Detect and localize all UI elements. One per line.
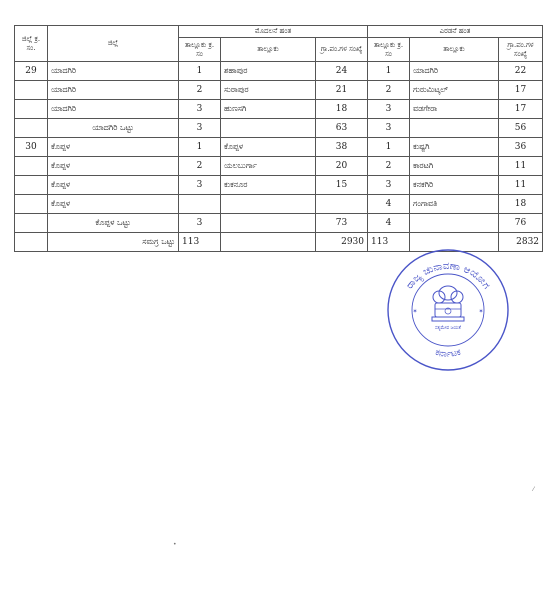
header-district-no: ಜಿಲ್ಲೆ ಕ್ರ. ಸಂ. — [15, 26, 48, 62]
cell-taluk-no-1: 1 — [179, 138, 221, 157]
cell-taluk-1 — [221, 214, 316, 233]
cell-district-no — [15, 119, 48, 138]
cell-gp-count-2: 17 — [499, 100, 543, 119]
cell-gp-count-2: 56 — [499, 119, 543, 138]
cell-taluk-1: ಕುಕನೂರ — [221, 176, 316, 195]
header-row-phase — [15, 26, 543, 38]
cell-taluk-no-2: 3 — [368, 176, 410, 195]
state-election-commission-seal — [385, 247, 511, 373]
header-taluk-2: ತಾಲ್ಲೂಕು — [410, 38, 499, 62]
cell-taluk-no-2: 2 — [368, 81, 410, 100]
cell-taluk-1: ಯಲಬುರ್ಗಾ — [221, 157, 316, 176]
gram-panchayat-table — [14, 25, 543, 252]
grand-total-label: ಸಮಗ್ರ ಒಟ್ಟು — [48, 233, 179, 252]
cell-taluk-no-1: 2 — [179, 81, 221, 100]
cell-taluk-no-2: 4 — [368, 195, 410, 214]
district-total-row — [15, 214, 543, 233]
cell-taluk-no-2: 1 — [368, 62, 410, 81]
cell-district: ಕೊಪ್ಪಳ — [48, 138, 179, 157]
cell-taluk-no-2: 4 — [368, 214, 410, 233]
table-row — [15, 157, 543, 176]
cell-district-no — [15, 81, 48, 100]
grand-total-blank — [15, 233, 48, 252]
cell-taluk-no-1: 3 — [179, 176, 221, 195]
cell-gp-count-1: 63 — [316, 119, 368, 138]
seal-star-right-icon: ✶ — [478, 308, 484, 315]
grand-total-gp-2: 2832 — [499, 233, 543, 252]
seal-inner-ring — [412, 274, 484, 346]
cell-taluk-no-2: 2 — [368, 157, 410, 176]
grand-total-blank-taluk-1 — [221, 233, 316, 252]
seal-star-left-icon: ✶ — [412, 308, 418, 315]
cell-taluk-no-1: 2 — [179, 157, 221, 176]
cell-district: ಕೊಪ್ಪಳ — [48, 195, 179, 214]
cell-taluk-no-2: 3 — [368, 119, 410, 138]
cell-taluk-no-2: 1 — [368, 138, 410, 157]
grand-total-taluk-count-2: 113 — [368, 233, 410, 252]
table-row — [15, 62, 543, 81]
cell-district-no — [15, 157, 48, 176]
table-row — [15, 176, 543, 195]
scan-mark: ⁄ — [533, 486, 535, 493]
cell-district-no — [15, 214, 48, 233]
cell-gp-count-2: 22 — [499, 62, 543, 81]
cell-taluk-2 — [410, 214, 499, 233]
cell-gp-count-1: 21 — [316, 81, 368, 100]
cell-district: ಯಾದಗಿರಿ ಒಟ್ಟು — [48, 119, 179, 138]
cell-taluk-2: ವಡಗೇರಾ — [410, 100, 499, 119]
cell-taluk-2: ಕನಕಗಿರಿ — [410, 176, 499, 195]
cell-district: ಕೊಪ್ಪಳ — [48, 176, 179, 195]
cell-district: ಯಾದಗಿರಿ — [48, 100, 179, 119]
header-taluk-no-1: ತಾಲ್ಲೂಕು ಕ್ರ. ಸಂ — [179, 38, 221, 62]
lion-capital-emblem-icon — [432, 286, 464, 321]
cell-taluk-no-2: 3 — [368, 100, 410, 119]
header-phase-2: ಎರಡನೆ ಹಂತ — [368, 26, 543, 38]
table-row — [15, 81, 543, 100]
cell-taluk-no-1: 3 — [179, 100, 221, 119]
cell-district: ಕೊಪ್ಪಳ ಒಟ್ಟು — [48, 214, 179, 233]
cell-gp-count-2: 18 — [499, 195, 543, 214]
cell-gp-count-1: 20 — [316, 157, 368, 176]
cell-district: ಕೊಪ್ಪಳ — [48, 157, 179, 176]
table-row — [15, 138, 543, 157]
header-gp-count-1: ಗ್ರಾ.ಪಂ.ಗಳ ಸಂಖ್ಯೆ — [316, 38, 368, 62]
cell-district-no — [15, 176, 48, 195]
cell-taluk-no-1 — [179, 195, 221, 214]
cell-taluk-no-1: 1 — [179, 62, 221, 81]
header-gp-count-2: ಗ್ರಾ.ಪಂ.ಗಳ ಸಂಖ್ಯೆ — [499, 38, 543, 62]
scan-dot: • — [173, 541, 177, 548]
seal-emblem-motto: ಸತ್ಯಮೇವ ಜಯತೆ — [435, 326, 461, 331]
cell-gp-count-2: 11 — [499, 157, 543, 176]
grand-total-taluk-count-1: 113 — [179, 233, 221, 252]
seal-top-text: ರಾಜ್ಯ ಚುನಾವಣಾ ಆಯೋಗ — [404, 260, 492, 292]
cell-taluk-2: ಗುರುಮಿಟ್ಕಲ್ — [410, 81, 499, 100]
cell-gp-count-2: 17 — [499, 81, 543, 100]
cell-gp-count-2: 76 — [499, 214, 543, 233]
cell-taluk-1: ಹುಣಸಗಿ — [221, 100, 316, 119]
header-district: ಜಿಲ್ಲೆ — [48, 26, 179, 62]
table-row — [15, 100, 543, 119]
cell-gp-count-1: 73 — [316, 214, 368, 233]
cell-taluk-1 — [221, 119, 316, 138]
cell-district: ಯಾದಗಿರಿ — [48, 62, 179, 81]
cell-gp-count-2: 36 — [499, 138, 543, 157]
cell-taluk-2: ಗಂಗಾವತಿ — [410, 195, 499, 214]
cell-taluk-no-1: 3 — [179, 214, 221, 233]
cell-taluk-2: ಕುಷ್ಟಗಿ — [410, 138, 499, 157]
cell-taluk-2: ಕಾರಟಗಿ — [410, 157, 499, 176]
header-taluk-1: ತಾಲ್ಲೂಕು — [221, 38, 316, 62]
cell-district: ಯಾದಗಿರಿ — [48, 81, 179, 100]
seal-bottom-text: ಕರ್ನಾಟಕ — [433, 347, 463, 360]
cell-gp-count-1: 18 — [316, 100, 368, 119]
cell-district-no: 30 — [15, 138, 48, 157]
cell-gp-count-2: 11 — [499, 176, 543, 195]
district-total-row — [15, 119, 543, 138]
cell-district-no: 29 — [15, 62, 48, 81]
cell-district-no — [15, 100, 48, 119]
grand-total-gp-1: 2930 — [316, 233, 368, 252]
header-taluk-no-2: ತಾಲ್ಲೂಕು ಕ್ರ. ಸಂ — [368, 38, 410, 62]
cell-taluk-no-1: 3 — [179, 119, 221, 138]
cell-gp-count-1: 24 — [316, 62, 368, 81]
cell-taluk-1: ಕೊಪ್ಪಳ — [221, 138, 316, 157]
cell-taluk-1: ಸುರಾಪುರ — [221, 81, 316, 100]
cell-taluk-1: ಶಹಾಪುರ — [221, 62, 316, 81]
cell-taluk-2 — [410, 119, 499, 138]
table-row — [15, 195, 543, 214]
table-body — [15, 62, 543, 233]
cell-gp-count-1: 15 — [316, 176, 368, 195]
cell-taluk-1 — [221, 195, 316, 214]
cell-district-no — [15, 195, 48, 214]
header-phase-1: ಮೊದಲನೆ ಹಂತ — [179, 26, 368, 38]
cell-taluk-2: ಯಾದಗಿರಿ — [410, 62, 499, 81]
cell-gp-count-1 — [316, 195, 368, 214]
cell-gp-count-1: 38 — [316, 138, 368, 157]
